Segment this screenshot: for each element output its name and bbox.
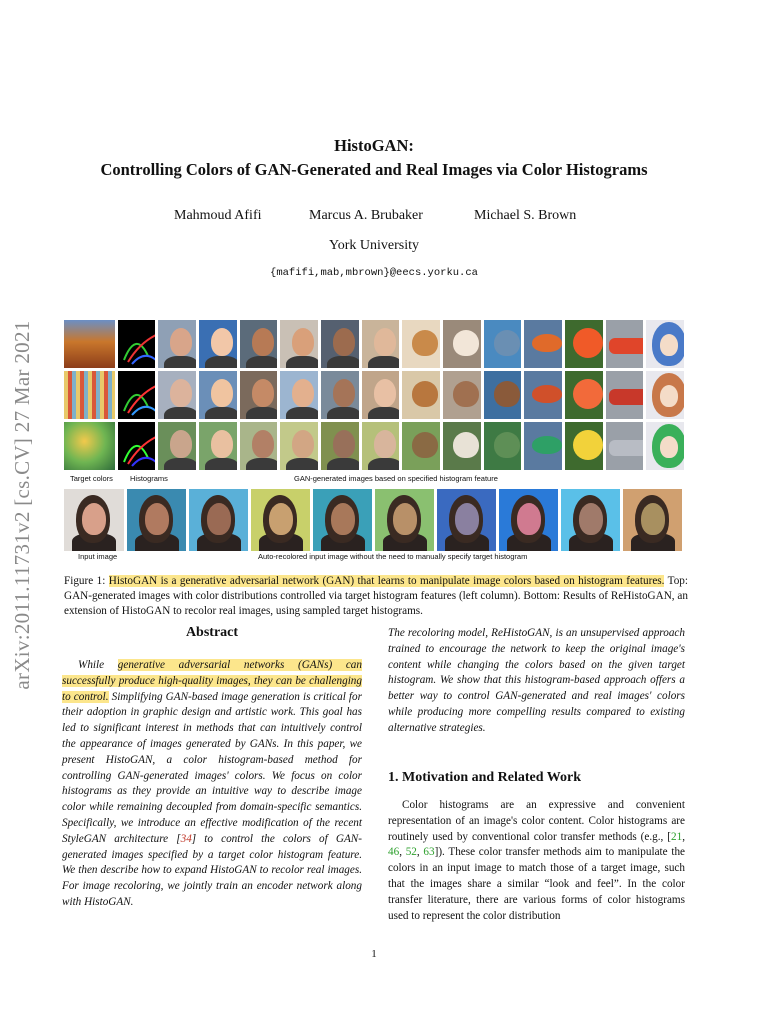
label-recolored: Auto-recolored input image without the need to manually specify target histogram xyxy=(258,552,528,561)
generated-face-image xyxy=(280,422,318,470)
email: {mafifi,mab,mbrown}@eecs.yorku.ca xyxy=(270,267,478,279)
generated-animal-image xyxy=(443,320,481,368)
generated-animal-image xyxy=(402,422,440,470)
generated-face-image xyxy=(362,320,400,368)
generated-face-image xyxy=(321,320,359,368)
recolored-image-row xyxy=(64,489,684,551)
affiliation: York University xyxy=(329,238,419,253)
generated-face-image xyxy=(240,371,278,419)
generated-face-image xyxy=(199,371,237,419)
generated-flower-image xyxy=(565,422,603,470)
label-generated: GAN-generated images based on specified histogram feature xyxy=(294,474,498,483)
generated-row xyxy=(64,320,684,368)
input-portrait-image xyxy=(64,489,124,551)
figure-top-labels xyxy=(64,473,684,485)
generated-animal-image xyxy=(402,371,440,419)
recolored-portrait-image xyxy=(561,489,620,551)
arxiv-stamp: arXiv:2011.11731v2 [cs.CV] 27 Mar 2021 xyxy=(10,320,34,690)
target-color-image xyxy=(64,422,115,470)
author-3: Michael S. Brown xyxy=(474,208,577,223)
caption-rest: Top: GAN-generated images with color distributions controlled via target histogram features (left column). Bottom: Results of ReHistoGAN, an extension of HistoGAN to recolor real images, using sampled target histograms. xyxy=(64,575,688,617)
generated-anime-image xyxy=(646,371,684,419)
generated-face-image xyxy=(240,422,278,470)
generated-flower-image xyxy=(565,371,603,419)
histogram-thumbnail xyxy=(118,320,156,368)
generated-anime-image xyxy=(646,320,684,368)
generated-car-image xyxy=(606,320,644,368)
recolored-portrait-image xyxy=(127,489,186,551)
generated-car-image xyxy=(606,422,644,470)
section-1-text: Color histograms are an expressive and convenient representation of an image's color content. Color histograms are routinely used by conventional color transfer methods (e.g., [21, 46, 52, 63]). These color transfer methods aim to manipulate the colors in an input image to match those of a target image, such that the images share a similar “look and feel”. In the color transfer literature, there are various forms of color histograms used to represent the color distribution xyxy=(388,799,686,922)
histogram-thumbnail xyxy=(118,422,156,470)
generated-animal-image xyxy=(402,320,440,368)
abstract-body-2: ] to control the colors of GAN-generated images specified by a target color histogram feature. We then describe how to expand HistoGAN to recolor real images. For image recoloring, we jointly train an encoder network along with HistoGAN. xyxy=(62,832,362,908)
generated-face-image xyxy=(158,320,196,368)
generated-bird-image xyxy=(524,422,562,470)
target-color-image xyxy=(64,320,115,368)
generated-animal-image xyxy=(443,371,481,419)
abstract-body-1: Simplifying GAN-based image generation is critical for their adoption in graphic design and artistic work. This goal has led to significant interest in methods that can intuitively control the appearance of images generated by GANs. In this paper, we present HistoGAN, a color histogram-based method for controlling GAN-generated images' colors. We focus on color histograms as they provide an intuitive way to describe image color while remaining decoupled from domain-specific semantics. Specifically, we introduce an effective modification of the recent StyleGAN architecture [ xyxy=(62,690,362,845)
caption-prefix: Figure 1: xyxy=(64,575,109,587)
label-histograms: Histograms xyxy=(130,474,168,483)
recolored-portrait-image xyxy=(375,489,434,551)
generated-face-image xyxy=(362,371,400,419)
generated-animal-image xyxy=(484,422,522,470)
generated-face-image xyxy=(280,371,318,419)
generated-face-image xyxy=(199,422,237,470)
recolored-portrait-image xyxy=(437,489,496,551)
section-1-p1: Color histograms are an expressive and convenient representation of an image's color content. Color histograms are routinely used by conventional color transfer methods (e.g., [ xyxy=(388,799,685,843)
generated-animal-image xyxy=(484,320,522,368)
author-2: Marcus A. Brubaker xyxy=(309,208,423,223)
generated-face-image xyxy=(240,320,278,368)
recolored-portrait-image xyxy=(499,489,558,551)
recolored-portrait-image xyxy=(251,489,310,551)
paper-title-line1: HistoGAN: xyxy=(334,136,414,155)
citation-46[interactable]: 46 xyxy=(388,846,400,859)
recolored-portrait-image xyxy=(189,489,248,551)
generated-face-image xyxy=(321,371,359,419)
generated-bird-image xyxy=(524,320,562,368)
generated-car-image xyxy=(606,371,644,419)
abstract-continued: The recoloring model, ReHistoGAN, is an unsupervised approach trained to encourage the network to keep the original image's content while changing the colors based on the given target histogram. We show that this histogram-based approach offers a better way to control GAN-generated and real images' colors while producing more compelling results compared to existing alternative strategies. xyxy=(388,627,685,734)
histogram-thumbnail xyxy=(118,371,156,419)
recolored-portrait-image xyxy=(623,489,682,551)
author-1: Mahmoud Afifi xyxy=(174,208,262,223)
generated-face-image xyxy=(158,422,196,470)
abstract-highlight: generative adversarial networks (GANs) can successfully produce high-quality images, they can be challenging to control. xyxy=(62,659,362,703)
generated-face-image xyxy=(158,371,196,419)
generated-face-image xyxy=(280,320,318,368)
abstract-heading: Abstract xyxy=(185,625,239,640)
figure-caption xyxy=(64,574,688,619)
generated-bird-image xyxy=(524,371,562,419)
caption-highlight: HistoGAN is a generative adversarial network (GAN) that learns to manipulate image colors based on histogram features. xyxy=(108,575,665,587)
paper-title-line2: Controlling Colors of GAN-Generated and Real Images via Color Histograms xyxy=(100,160,648,179)
citation-21[interactable]: 21 xyxy=(671,830,683,843)
section-1-heading: 1. Motivation and Related Work xyxy=(388,770,582,785)
target-color-image xyxy=(64,371,115,419)
generated-image-grid xyxy=(64,320,684,470)
generated-row xyxy=(64,422,684,470)
generated-face-image xyxy=(321,422,359,470)
generated-anime-image xyxy=(646,422,684,470)
label-target-colors: Target colors xyxy=(70,474,113,483)
citation-63[interactable]: 63 xyxy=(423,846,435,859)
recolored-portrait-image xyxy=(313,489,372,551)
generated-flower-image xyxy=(565,320,603,368)
abstract-text xyxy=(62,658,362,911)
generated-face-image xyxy=(199,320,237,368)
citation-34[interactable]: 34 xyxy=(180,832,192,845)
section-1-p2: ]). These color transfer methods aim to manipulate the colors in an input image to match those of a target image, such that the images share a similar “look and feel”. In the color transfer literature, there are various forms of color histograms used to represent the color distribution xyxy=(388,846,686,922)
generated-animal-image xyxy=(443,422,481,470)
generated-animal-image xyxy=(484,371,522,419)
label-input-image: Input image xyxy=(78,552,118,561)
figure-1 xyxy=(64,320,684,563)
figure-bottom-labels xyxy=(64,551,684,563)
generated-row xyxy=(64,371,684,419)
generated-face-image xyxy=(362,422,400,470)
page-number: 1 xyxy=(371,948,377,960)
abstract-lead: While xyxy=(78,659,118,671)
citation-52[interactable]: 52 xyxy=(405,846,417,859)
